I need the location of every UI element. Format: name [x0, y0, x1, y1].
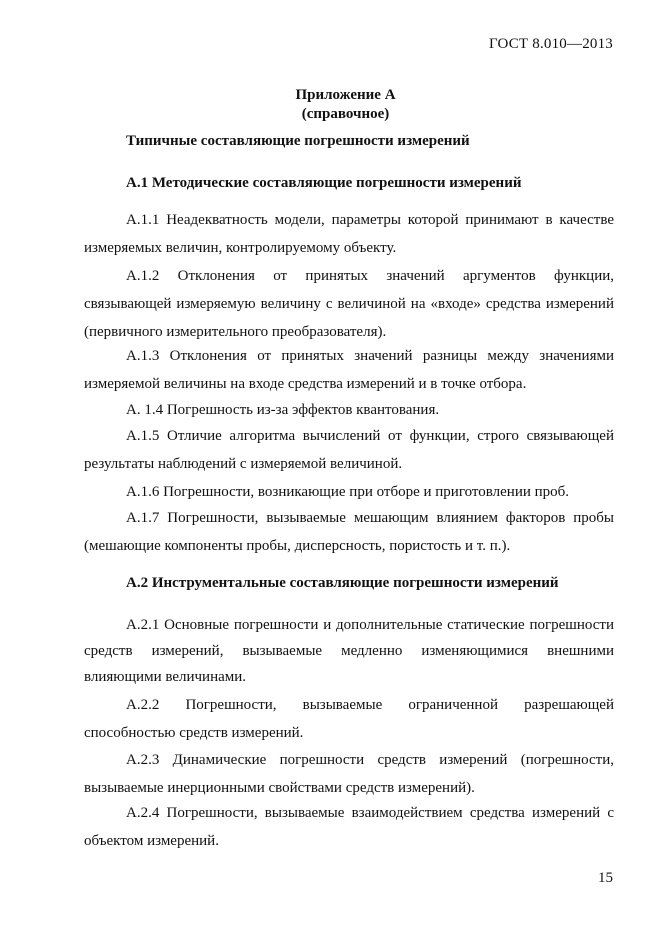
paragraph-a1-6: А.1.6 Погрешности, возникающие при отборе и приготовлении проб.	[126, 484, 570, 500]
paragraph-a1-2: А.1.2 Отклонения от принятых значений аргументов функции, связывающей измеряемую величину с величиной на «входе» средства измерений (первичного измерительного преобразователя).	[84, 268, 614, 340]
page-number: 15	[598, 870, 613, 886]
appendix-subtitle: (справочное)	[301, 106, 390, 122]
appendix-title: Приложение А	[295, 87, 396, 103]
document-code-header: ГОСТ 8.010—2013	[489, 36, 613, 52]
section-a2-title: А.2 Инструментальные составляющие погрешности измерений	[126, 575, 559, 591]
section-a1-title: А.1 Методические составляющие погрешности измерений	[126, 175, 522, 191]
paragraph-a1-1: А.1.1 Неадекватность модели, параметры которой принимают в качестве измеряемых величин, контролируемому объекту.	[84, 212, 614, 256]
paragraph-a1-5: А.1.5 Отличие алгоритма вычислений от функции, строго связывающей результаты наблюдений с измеряемой величиной.	[84, 428, 614, 472]
paragraph-a2-3: А.2.3 Динамические погрешности средств измерений (погрешности, вызываемые инерционными свойствами средств измерений).	[84, 752, 614, 796]
paragraph-a1-3: А.1.3 Отклонения от принятых значений разницы между значениями измеряемой величины на входе средства измерений и в точке отбора.	[84, 348, 614, 392]
paragraph-a2-4: А.2.4 Погрешности, вызываемые взаимодействием средства измерений с объектом измерений.	[84, 805, 614, 849]
paragraph-a2-1: А.2.1 Основные погрешности и дополнительные статические погрешности средств измерений, вызываемые медленно изменяющимися внешними влияющими величинами.	[84, 617, 614, 685]
paragraph-a1-4: А. 1.4 Погрешность из-за эффектов квантования.	[126, 402, 440, 418]
main-heading: Типичные составляющие погрешности измерений	[126, 133, 470, 149]
appendix-title-block	[0, 86, 661, 124]
paragraph-a1-7: А.1.7 Погрешности, вызываемые мешающим влиянием факторов пробы (мешающие компоненты пробы, дисперсность, пористость и т. п.).	[84, 510, 614, 554]
paragraph-a2-2: А.2.2 Погрешности, вызываемые ограниченной разрешающей способностью средств измерений.	[84, 697, 614, 741]
